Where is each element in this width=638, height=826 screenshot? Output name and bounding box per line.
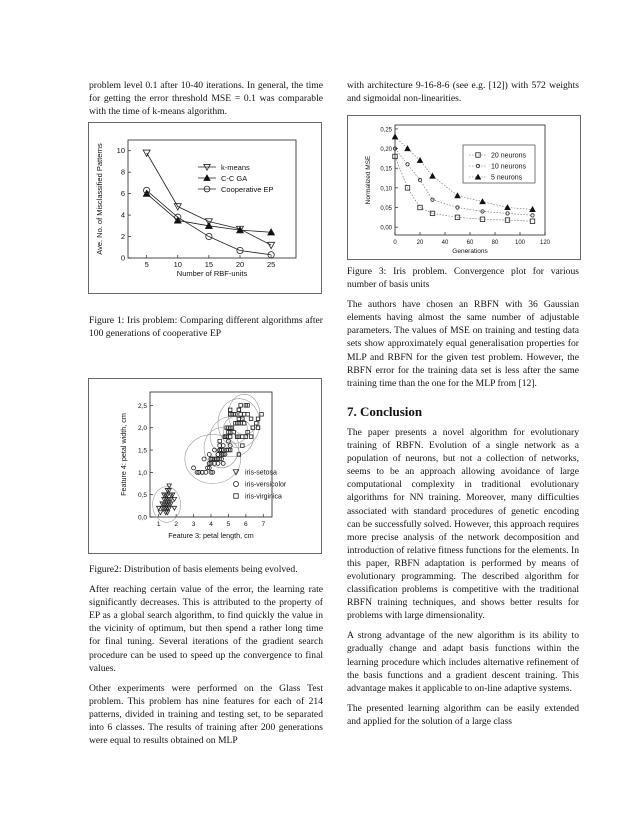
figure-1-caption: Figure 1: Iris problem: Comparing different algorithms after 100 generations of cooperative EP [89, 315, 323, 340]
y-tick-label: 2,0 [137, 425, 147, 433]
y-tick-label: 2 [120, 232, 125, 242]
left-column [89, 79, 323, 125]
data-point [260, 413, 264, 417]
y-axis-label: Ave. No. of Misclassified Patterns [95, 143, 104, 255]
x-tick-label: 60 [466, 240, 474, 246]
data-point [237, 408, 241, 412]
x-axis-label: Number of RBF-units [176, 269, 248, 278]
y-tick-label: 0,5 [137, 492, 147, 500]
data-point [192, 466, 196, 470]
y-tick-label: 0,20 [380, 147, 392, 154]
y-tick-label: 6 [120, 189, 125, 199]
data-point [242, 413, 246, 417]
figure-1-chart [88, 122, 322, 294]
left-column-lower [89, 563, 323, 754]
y-tick-label: 0,10 [380, 186, 392, 193]
paragraph: with architecture 9-16-8-6 (see e.g. [12]) with 572 weights and sigmoidal non-linearities. [347, 80, 579, 105]
y-axis-label: Feature 4: petal width, cm [119, 413, 128, 496]
data-point [530, 207, 536, 212]
x-tick-label: 10 [173, 260, 182, 269]
figure-3-caption: Figure 3: Iris problem. Convergence plot for various number of basis units [347, 266, 579, 291]
data-point [157, 506, 161, 510]
data-point [249, 435, 253, 439]
figure-2-caption: Figure2: Distribution of basis elements being evolved. [89, 564, 298, 575]
x-tick-label: 1 [156, 521, 161, 528]
paragraph: A strong advantage of the new algorithm is its ability to gradually change and adapt basis functions within the learning procedure which includes alternative refinement of the basis functions and a gradient descent training. This advantage makes it applicable to on-line adaptive systems. [347, 630, 579, 694]
x-tick-label: 4 [209, 521, 213, 528]
data-point [228, 435, 232, 439]
data-point [172, 497, 176, 501]
data-point [268, 242, 275, 248]
y-tick-label: 4 [120, 210, 125, 220]
data-point [249, 417, 253, 421]
section-heading: 7. Conclusion [347, 403, 423, 419]
data-point [221, 461, 225, 465]
data-point [237, 408, 241, 412]
y-tick-label: 0,15 [380, 166, 392, 173]
legend-label: 20 neurons [491, 152, 527, 160]
x-tick-label: 15 [204, 260, 214, 269]
data-point [417, 158, 423, 163]
x-axis-label: Generations [452, 248, 488, 255]
data-point [455, 193, 461, 198]
figure-3-chart [347, 115, 581, 260]
y-tick-label: 1,5 [137, 447, 147, 455]
legend-label: C-C GA [221, 173, 248, 183]
figure-1-caption-block [89, 314, 323, 347]
data-point [218, 439, 222, 443]
x-tick-label: 0 [393, 240, 397, 246]
x-tick-label: 6 [244, 521, 248, 528]
y-tick-label: 0,0 [137, 514, 147, 522]
x-tick-label: 20 [416, 240, 424, 246]
x-axis-label: Feature 3: petal length, cm [168, 531, 254, 540]
data-point [202, 457, 206, 461]
y-tick-label: 8 [120, 167, 125, 177]
y-tick-label: 0,25 [380, 127, 392, 134]
legend-label: k-means [221, 162, 250, 172]
y-tick-label: 0,05 [380, 206, 392, 212]
y-tick-label: 1,0 [137, 469, 147, 477]
data-point [172, 506, 176, 510]
x-tick-label: 5 [144, 260, 149, 269]
x-tick-label: 100 [514, 240, 526, 246]
data-point [241, 435, 245, 439]
paragraph: The presented learning algorithm can be easily extended and applied for the solution of a large class [347, 702, 579, 727]
legend-label: 10 neurons [491, 163, 527, 171]
y-tick-label: 0 [120, 253, 125, 263]
data-point [392, 134, 398, 139]
legend-marker [234, 494, 238, 498]
legend-label: iris-setosa [245, 469, 277, 477]
legend-label: iris-virginica [245, 493, 282, 501]
y-tick-label: 0,00 [380, 225, 392, 232]
data-point [531, 214, 534, 217]
paragraph: The authors have chosen an RBFN with 36 Gaussian elements having almost the same number of adjustable parameters. The values of MSE on training and testing data sets show approximately equal generalisation properties for MLP and RBFN for the given test problem. However, the RBFN error for the training data set is less after the same training time than the one for the MLP from [12]. [347, 299, 579, 389]
x-tick-label: 5 [226, 521, 231, 528]
data-point [480, 199, 486, 204]
legend-label: Cooperative EP [221, 184, 274, 194]
paragraph: Other experiments were performed on the Glass Test problem. This problem has nine features for each of 214 patterns, divided in training and testing set, to be separated into 6 classes. The results of training after 200 generations were equal to results obtained on MLP [89, 682, 323, 747]
data-point [207, 453, 211, 457]
right-column-top [347, 79, 579, 112]
paragraph: problem level 0.1 after 10-40 iterations. In general, the time for getting the error threshold MSE = 0.1 was comparable with the time of k-means algorithm. [89, 80, 323, 118]
paragraph: The paper presents a novel algorithm for evolutionary training of RBFN. Evolution of a single network as a population of neurons, but not a collection of networks, seems to be an approach allowing avoidance of large computational complexity in traditional evolutionary algorithms for NN training. Moreover, many difficulties associated with standard procedures of genetic encoding can be successfully solved. However, this approach requires more precise analysis of the network decomposition and introduction of relative fitness functions for the elements. In this paper, RBFN adaptation is performed by means of evolutionary programming. The described algorithm for classification problems is competitive with the traditional RBFN training techniques, and shows better results for problems with large dimensionality. [347, 426, 579, 622]
data-point [239, 404, 243, 408]
x-tick-label: 2 [174, 521, 178, 528]
y-tick-label: 2,5 [137, 402, 147, 410]
x-tick-label: 7 [261, 521, 266, 528]
legend-label: iris-versicolor [245, 481, 287, 489]
x-tick-label: 120 [539, 240, 551, 246]
x-tick-label: 40 [441, 240, 449, 246]
x-tick-label: 20 [235, 260, 245, 269]
y-tick-label: 10 [116, 146, 125, 156]
right-column-body [347, 265, 579, 735]
figure-2-chart [88, 378, 322, 554]
legend-marker [233, 481, 238, 486]
paragraph: After reaching certain value of the error, the learning rate significantly decreases. This is attributed to the property of EP as a global search algorithm, to find quickly the value in the vicinity of optimum, but then spend a rather long time for final tuning. Several iterations of the gradient search procedure can be used to speed up the convergence to final values. [89, 584, 323, 674]
data-point [246, 413, 250, 417]
basis-ellipse [228, 394, 259, 434]
x-tick-label: 3 [191, 521, 196, 528]
y-axis-label: Normalized MSE [365, 155, 372, 205]
x-tick-label: 80 [491, 240, 499, 246]
data-point [406, 163, 409, 166]
data-point [241, 444, 245, 448]
x-tick-label: 25 [266, 260, 276, 269]
data-point [239, 413, 243, 417]
data-point [405, 146, 411, 151]
legend-label: 5 neurons [491, 174, 523, 182]
